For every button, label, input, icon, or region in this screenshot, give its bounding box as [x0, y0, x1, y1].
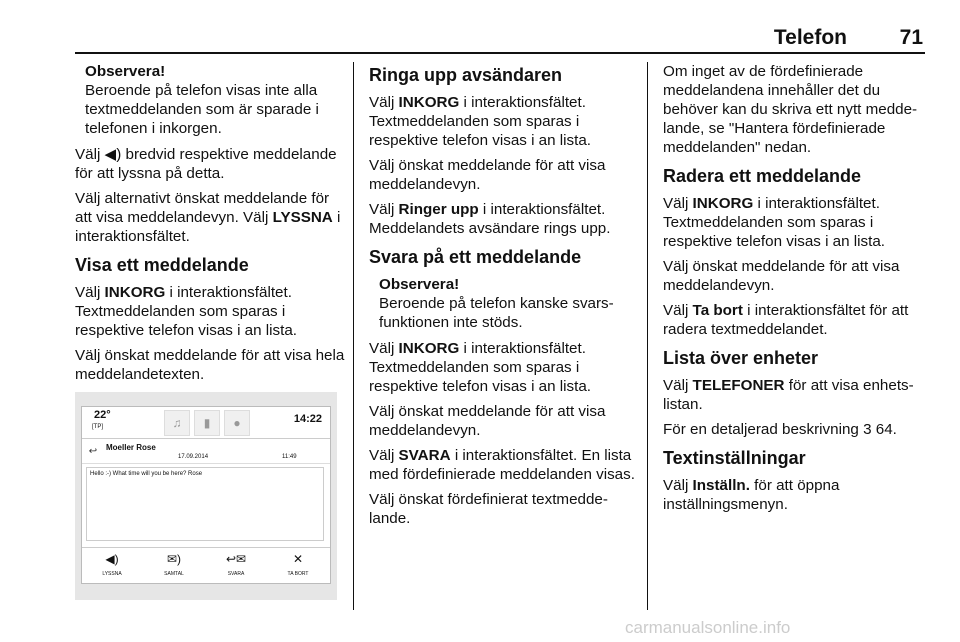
note-title: Observera!: [379, 276, 460, 293]
watermark: carmanualsonline.info: [625, 618, 791, 637]
screen-action-bar: [82, 547, 330, 584]
note-text: Beroende på telefon visas inte alla textmeddelanden som är sparade i telefonen i inkorgen.: [85, 82, 319, 137]
column-divider-2: [647, 62, 648, 610]
ui-term: Ringer upp: [398, 201, 479, 218]
paragraph: Välj Ringer upp i interaktionsfältet. Meddelandets avsändare rings upp.: [369, 201, 611, 237]
call-button: ✉) SAMTAL: [146, 551, 202, 577]
paragraph: Välj önskat meddelande för att visa hela meddelandetexten.: [75, 347, 345, 383]
ui-term: INKORG: [104, 284, 166, 301]
envelope-call-icon: ✉): [166, 552, 182, 566]
page-number: 71: [899, 26, 923, 49]
music-icon: ♫: [164, 410, 190, 436]
column-2: [369, 62, 639, 534]
speaker-icon: ◀): [104, 146, 122, 163]
paragraph: Välj INKORG i interaktionsfältet. Textmeddelanden som sparas i respektive telefon visas i an lista.: [75, 284, 298, 339]
heading-text-settings: Textinställningar: [663, 448, 806, 468]
section-title: Telefon: [773, 26, 847, 49]
ui-term: SVARA: [398, 447, 451, 464]
column-1: [75, 62, 345, 390]
note-text: Beroende på telefon kanske svarsfunktionen inte stöds.: [379, 295, 614, 331]
status-icon: ●: [224, 410, 250, 436]
paragraph: Välj alternativt önskat meddelande för att visa meddelandevyn. Välj LYSSNA i interaktionsfältet.: [75, 190, 341, 245]
tp-indicator: [TP]: [92, 424, 104, 430]
paragraph: Välj INKORG i interaktionsfältet. Textmeddelanden som sparas i respektive telefon visas i an lista.: [369, 340, 592, 395]
note-block: [369, 275, 639, 332]
paragraph: Välj TELEFONER för att visa enhetslistan.: [663, 377, 914, 413]
close-icon: ✕: [292, 552, 304, 566]
paragraph: Välj önskat meddelande för att visa meddelandevyn.: [369, 157, 606, 193]
ui-term: LYSSNA: [272, 209, 333, 226]
paragraph: Välj SVARA i interaktionsfältet. En lista med fördefinierade meddelanden visas.: [369, 447, 635, 483]
back-icon: ↩: [88, 446, 98, 457]
paragraph: Välj ◀) bredvid respektive meddelande för att lyssna på detta.: [75, 146, 337, 182]
clock: 14:22: [293, 413, 322, 425]
paragraph: Välj önskat meddelande för att visa meddelandevyn.: [369, 403, 606, 439]
sender-name: Moeller Rose: [106, 443, 156, 452]
ui-term: INKORG: [398, 340, 460, 357]
heading-device-list: Lista över enheter: [663, 348, 819, 368]
column-3: [663, 62, 928, 520]
page-reference-icon: 3: [863, 421, 872, 438]
paragraph: För en detaljerad beskrivning 3 64.: [663, 421, 897, 438]
speaker-icon: ◀): [105, 552, 119, 566]
paragraph: Om inget av de fördefinierade meddelandena innehåller det du behöver kan du skriva ett nytt meddelande, se "Hantera fördefinierade meddelanden" nedan.: [663, 63, 918, 156]
note-block: [75, 62, 345, 138]
message-time: 11:49: [282, 454, 297, 460]
ui-term: INKORG: [398, 94, 460, 111]
heading-reply: Svara på ett meddelande: [369, 247, 582, 267]
message-header-row: [82, 440, 330, 464]
paragraph: Välj INKORG i interaktionsfältet. Textmeddelanden som sparas i respektive telefon visas i an lista.: [663, 195, 886, 250]
listen-button: ◀) LYSSNA: [84, 551, 140, 577]
screen-top-bar: [82, 407, 330, 439]
page-header: [75, 26, 925, 52]
phone-icon: ▮: [194, 410, 220, 436]
reply-button: ↩✉ SVARA: [208, 551, 264, 577]
heading-view-message: Visa ett meddelande: [75, 255, 249, 275]
ui-term: INKORG: [692, 195, 754, 212]
column-divider-1: [353, 62, 354, 610]
ui-term: TELEFONER: [692, 377, 785, 394]
message-body: Hello :-) What time will you be here? Rose: [86, 467, 324, 541]
heading-call-sender: Ringa upp avsändaren: [369, 65, 563, 85]
paragraph: Välj önskat meddelande för att visa meddelandevyn.: [663, 258, 900, 294]
delete-button: ✕ TA BORT: [270, 551, 326, 577]
header-rule: [75, 52, 925, 54]
paragraph: Välj INKORG i interaktionsfältet. Textmeddelanden som sparas i respektive telefon visas i an lista.: [369, 94, 592, 149]
message-date: 17.09.2014: [178, 454, 209, 460]
ui-term: Inställn.: [692, 477, 750, 494]
heading-delete-message: Radera ett meddelande: [663, 166, 862, 186]
screen-illustration: [75, 392, 337, 600]
paragraph: Välj Ta bort i interaktionsfältet för att radera textmeddelandet.: [663, 302, 909, 338]
paragraph: Välj Inställn. för att öppna inställningsmenyn.: [663, 477, 840, 513]
ui-term: Ta bort: [692, 302, 743, 319]
note-title: Observera!: [85, 63, 166, 80]
temperature: 22°: [94, 409, 111, 421]
paragraph: Välj önskat fördefinierat textmeddelande.: [369, 491, 608, 527]
screen-display: [81, 406, 331, 584]
envelope-reply-icon: ↩✉: [225, 552, 247, 566]
